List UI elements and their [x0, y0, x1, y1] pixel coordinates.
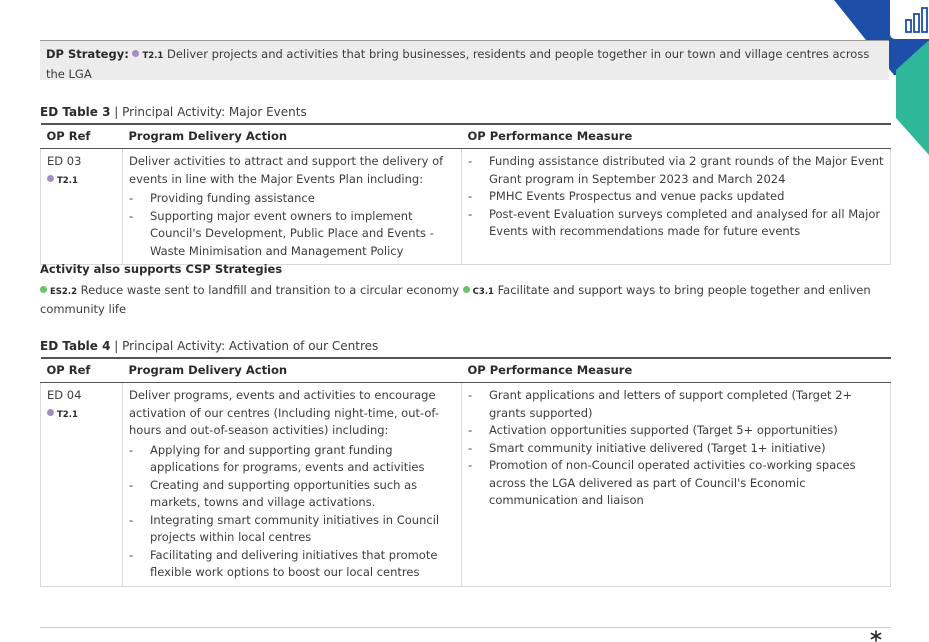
measure-list — [468, 387, 884, 510]
action-list — [129, 190, 455, 260]
table4-caption-title: ED Table 4 — [40, 339, 111, 353]
strategy-dot-icon — [40, 286, 47, 293]
also-supports-items — [40, 282, 891, 319]
action-intro: Deliver programs, events and activities to encourage activation of our centres (Including night-time, out-of-hours and out-of-season activities) including: — [129, 388, 439, 437]
table4-measure-cell — [462, 383, 891, 587]
table3-caption-title: ED Table 3 — [40, 105, 111, 119]
table4 — [40, 357, 891, 587]
list-item: - Facilitating and delivering initiatives that promote flexible work options to boost our local centres — [129, 547, 455, 582]
also-supports-heading: Activity also supports CSP Strategies — [40, 262, 283, 276]
measure-list — [468, 153, 884, 241]
table3-caption — [40, 104, 307, 120]
list-item: - Creating and supporting opportunities such as markets, towns and village activations. — [129, 477, 455, 512]
csp-text: Reduce waste sent to landfill and transition to a circular economy — [80, 282, 460, 297]
table3-header-action: Program Delivery Action — [123, 124, 462, 149]
table4-caption-subtitle: | Principal Activity: Activation of our Centres — [110, 339, 379, 353]
table4-header-measure: OP Performance Measure — [462, 358, 891, 383]
table4-ref-cell — [41, 383, 123, 587]
action-intro: Deliver activities to attract and support the delivery of events in line with the Major Events Plan including: — [129, 154, 444, 186]
table-row — [41, 383, 891, 587]
action-list — [129, 442, 455, 582]
table-row — [41, 149, 891, 265]
table3 — [40, 123, 891, 265]
op-ref-code: T2.1 — [57, 409, 78, 420]
list-item: - Funding assistance distributed via 2 grant rounds of the Major Event Grant program in September 2023 and March 2024 — [468, 153, 884, 188]
table4-caption — [40, 338, 378, 354]
list-item: - Applying for and supporting grant funding applications for programs, events and activities — [129, 442, 455, 477]
also-supports — [40, 261, 891, 319]
table3-header-measure: OP Performance Measure — [462, 124, 891, 149]
op-ref-tag — [47, 171, 116, 191]
table3-caption-subtitle: | Principal Activity: Major Events — [110, 105, 307, 119]
csp-text: Facilitate and support ways to bring people together and enliven community life — [40, 282, 871, 316]
list-item: - Supporting major event owners to implement Council's Development, Public Place and Events - Waste Minimisation and Management Policy — [129, 208, 455, 261]
list-item: - Smart community initiative delivered (Target 1+ initiative) — [468, 440, 884, 458]
strategy-dot-icon — [132, 50, 139, 57]
op-ref-tag — [47, 405, 116, 425]
list-item: - Providing funding assistance — [129, 190, 455, 208]
op-ref: ED 03 — [47, 154, 82, 168]
strategy-dot-icon — [47, 175, 54, 182]
strategy-dot-icon — [47, 409, 54, 416]
list-item: - Activation opportunities supported (Target 5+ opportunities) — [468, 422, 884, 440]
dp-strategy-label: DP Strategy: — [46, 47, 129, 61]
table3-ref-cell — [41, 149, 123, 265]
table3-action-cell — [123, 149, 462, 265]
dp-strategy-banner — [40, 40, 889, 80]
list-item: - PMHC Events Prospectus and venue packs updated — [468, 188, 884, 206]
strategy-dot-icon — [463, 286, 470, 293]
list-item: - Post-event Evaluation surveys completed and analysed for all Major Events with recommendations made for future events — [468, 206, 884, 241]
list-item: - Grant applications and letters of support completed (Target 2+ grants supported) — [468, 387, 884, 422]
dp-strategy-code: T2.1 — [142, 51, 164, 61]
table4-action-cell — [123, 383, 462, 587]
footer-divider — [40, 627, 891, 628]
table4-header-action: Program Delivery Action — [123, 358, 462, 383]
csp-code: ES2.2 — [50, 286, 77, 297]
table3-header-ref: OP Ref — [41, 124, 123, 149]
table3-measure-cell — [462, 149, 891, 265]
chart-icon — [889, 0, 929, 40]
asterisk-icon — [870, 630, 882, 642]
op-ref-code: T2.1 — [57, 175, 78, 186]
list-item: - Integrating smart community initiatives in Council projects within local centres — [129, 512, 455, 547]
op-ref: ED 04 — [47, 388, 82, 402]
csp-code: C3.1 — [472, 286, 494, 297]
dp-strategy-text: Deliver projects and activities that bring businesses, residents and people together in our town and village centres across the LGA — [46, 47, 870, 81]
table4-header-ref: OP Ref — [41, 358, 123, 383]
list-item: - Promotion of non-Council operated activities co-working spaces across the LGA delivered as part of Council's Economic communication and liaison — [468, 457, 884, 510]
